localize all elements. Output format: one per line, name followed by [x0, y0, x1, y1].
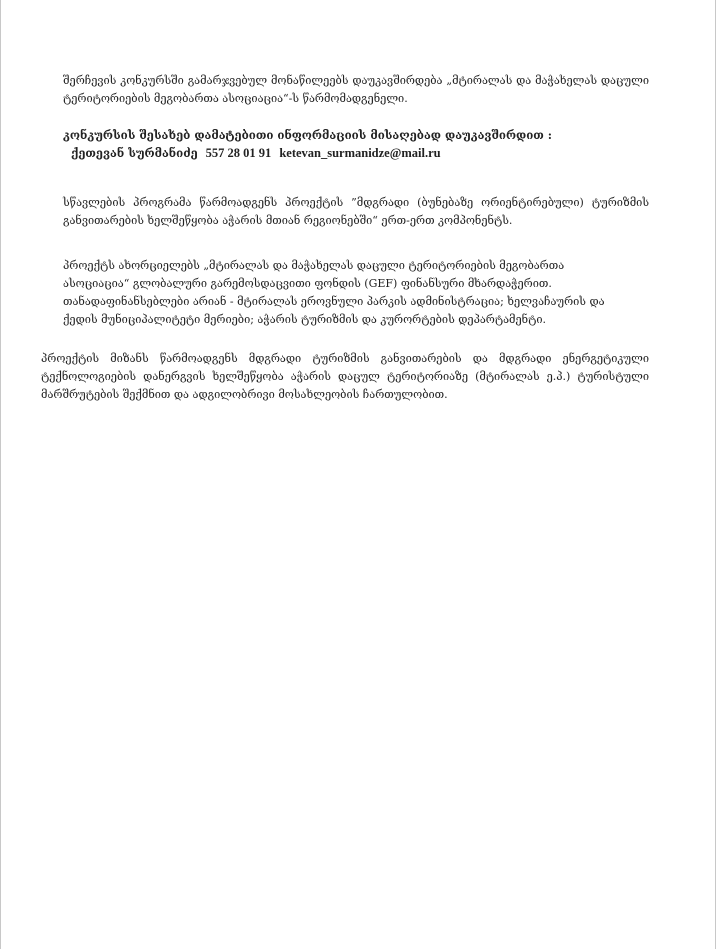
paragraph-line: ქედის მუნიციპალიტეტი მერიები; აჭარის ტურიზმის და კურორტების დეპარტამენტი.	[63, 313, 546, 326]
paragraph-line: პროექტს ახორციელებს „მტირალას და მაჭახელას დაცული ტერიტორიების მეგობართა	[63, 259, 565, 272]
paragraph-project-goal: პროექტის მიზანს წარმოადგენს მდგრადი ტურიზმის განვითარების და მდგრადი ენერგეტიკული ტექნოლოგიების დანერგვის ხელშეწყობა აჭარის დაცულ ტერიტორიაზე (მტირალას ე.პ.) ტურისტული მარშრუტების შექმნით და ადგილობრივი მოსახლეობის ჩართულობით.	[41, 352, 649, 401]
paragraph-program-description: სწავლების პროგრამა წარმოადგენს პროექტის ”მდგრადი (ბუნებაზე ორიენტირებული) ტურიზმის განვითარების ხელშეწყობა აჭარის მთიან რეგიონებში“ ერთ-ერთ კომპონენტს.	[63, 196, 649, 227]
contact-phone: 557 28 01 91	[205, 146, 272, 160]
paragraph-line: ასოციაცია“ გლობალური გარემოსდაცვითი ფონდის (GEF) ფინანსური მხარდაჭერით.	[63, 277, 552, 290]
contact-email[interactable]: ketevan_surmanidze@mail.ru	[279, 146, 441, 160]
paragraph-winners-contact: შერჩევის კონკურსში გამარჯვებულ მონაწილეებს დაუკავშირდება „მტირალას და მაჭახელას დაცული ტერიტორიების მეგობართა ასოციაცია“-ს წარმომადგენელი.	[63, 74, 649, 105]
paragraph-project-implementer	[63, 257, 663, 329]
contact-heading: კონკურსის შესახებ დამატებითი ინფორმაციის მისაღებად დაუკავშირდით :	[63, 128, 553, 142]
paragraph-line: თანადაფინანსებლები არიან - მტირალას ეროვნული პარკის ადმინისტრაცია; ხელვაჩაურის და	[63, 295, 605, 308]
contact-line	[71, 144, 671, 162]
contact-name: ქეთევან სურმანიძე	[71, 146, 198, 160]
